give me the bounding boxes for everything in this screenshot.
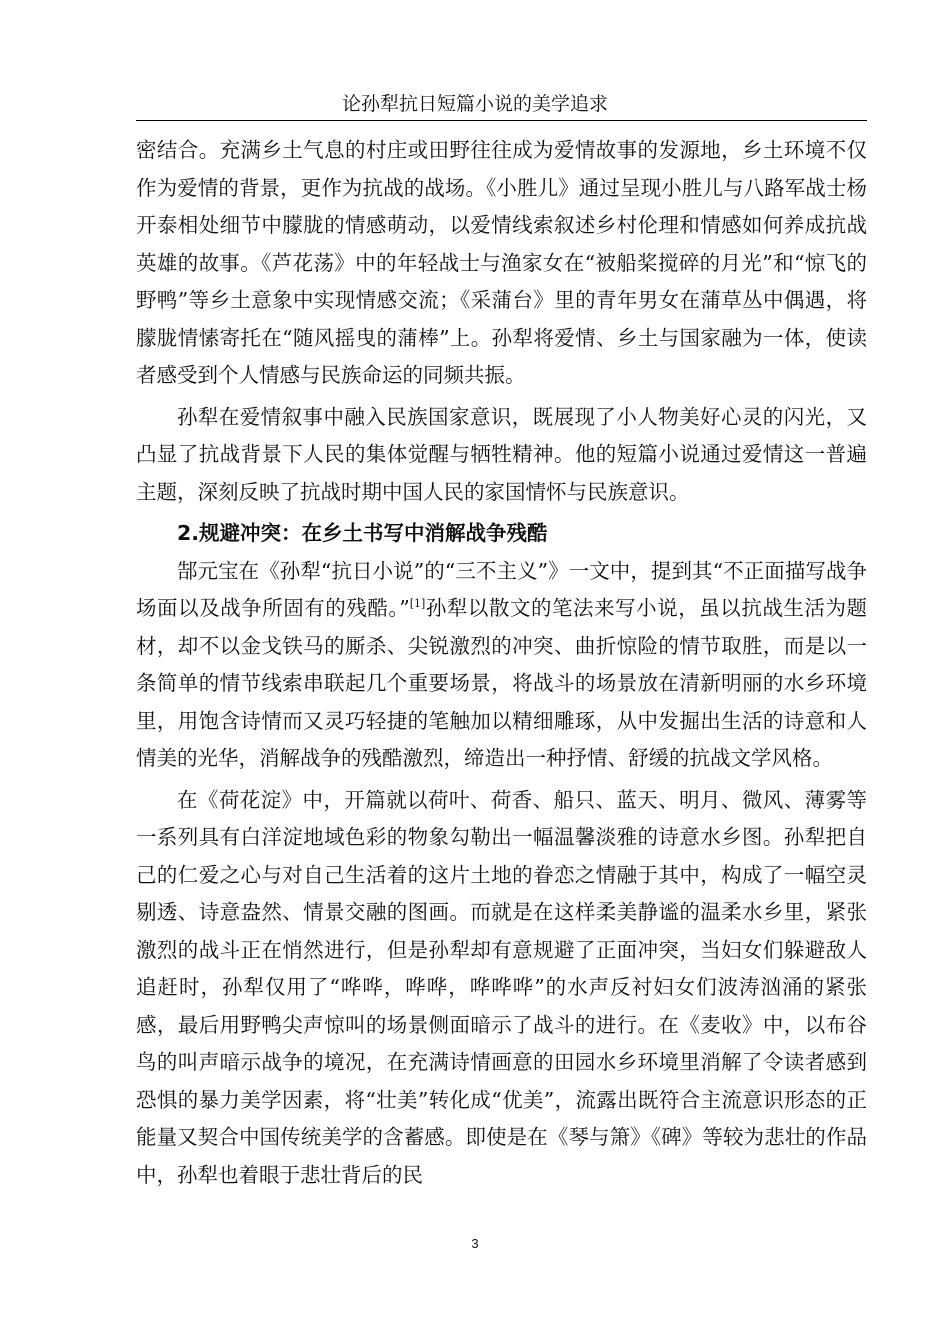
section-heading: 2.规避冲突：在乡土书写中消解战争残酷 xyxy=(177,521,548,545)
paragraph-2: 孙犁在爱情叙事中融入民族国家意识，既展现了小人物美好心灵的闪光，又凸显了抗战背景下人民的集体觉醒与牺牲精神。他的短篇小说通过爱情这一普遍主题，深刻反映了抗战时期中国人民的家国情怀与民族意识。 xyxy=(136,404,867,504)
header-rule xyxy=(136,120,867,121)
paragraph-4: 在《荷花淀》中，开篇就以荷叶、荷香、船只、蓝天、明月、微风、薄雾等一系列具有白洋淀地域色彩的物象勾勒出一幅温馨淡雅的诗意水乡图。孙犁把自己的仁爱之心与对自己生活着的这片土地的眷恋之情融于其中，构成了一幅空灵剔透、诗意盎然、情景交融的图画。而就是在这样柔美静谧的温柔水乡里，紧张激烈的战斗正在悄然进行，但是孙犁却有意规避了正面冲突，当妇女们躲避敌人追赶时，孙犁仅用了“哗哗，哗哗，哗哗哗”的水声反衬妇女们波涛汹涌的紧张感，最后用野鸭尖声惊叫的场景侧面暗示了战斗的进行。在《麦收》中，以布谷鸟的叫声暗示战争的境况，在充满诗情画意的田园水乡环境里消解了令读者感到恐惧的暴力美学因素，将“壮美”转化成“优美”，流露出既符合主流意识形态的正能量又契合中国传统美学的含蓄感。即使是在《琴与箫》《碑》等较为悲壮的作品中，孙犁也着眼于悲壮背后的民 xyxy=(136,787,867,1187)
citation-marker: [1] xyxy=(409,597,426,611)
page-number: 3 xyxy=(471,1236,479,1251)
body-text xyxy=(136,132,867,1194)
page-header-title: 论孙犁抗日短篇小说的美学追求 xyxy=(341,93,608,115)
paragraph-1: 密结合。充满乡土气息的村庄或田野往往成为爱情故事的发源地，乡土环境不仅作为爱情的背景，更作为抗战的战场。《小胜儿》通过呈现小胜儿与八路军战士杨开泰相处细节中朦胧的情感萌动，以爱情线索叙述乡村伦理和情感如何养成抗战英雄的故事。《芦花荡》中的年轻战士与渔家女在“被船桨搅碎的月光”和“惊飞的野鸭”等乡土意象中实现情感交流；《采蒲台》里的青年男女在蒲草丛中偶遇，将朦胧情愫寄托在“随风摇曳的蒲棒”上。孙犁将爱情、乡土与国家融为一体，使读者感受到个人情感与民族命运的同频共振。 xyxy=(136,138,867,387)
paragraph-3 xyxy=(136,553,867,778)
paragraph-3-text-b: 孙犁以散文的笔法来写小说，虽以抗战生活为题材，却不以金戈铁马的厮杀、尖锐激烈的冲突、曲折惊险的情节取胜，而是以一条简单的情节线索串联起几个重要场景，将战斗的场景放在清新明丽的水乡环境里，用饱含诗情而又灵巧轻捷的笔触加以精细雕琢，从中发掘出生活的诗意和人情美的光华，消解战争的残酷激烈，缔造出一种抒情、舒缓的抗战文学风格。 xyxy=(136,596,868,770)
paragraph-3-text-a: 郜元宝在《孙犁“抗日小说”的“三不主义”》一文中，提到其“不正面描写战争场面以及战争所固有的残酷。” xyxy=(136,558,867,620)
